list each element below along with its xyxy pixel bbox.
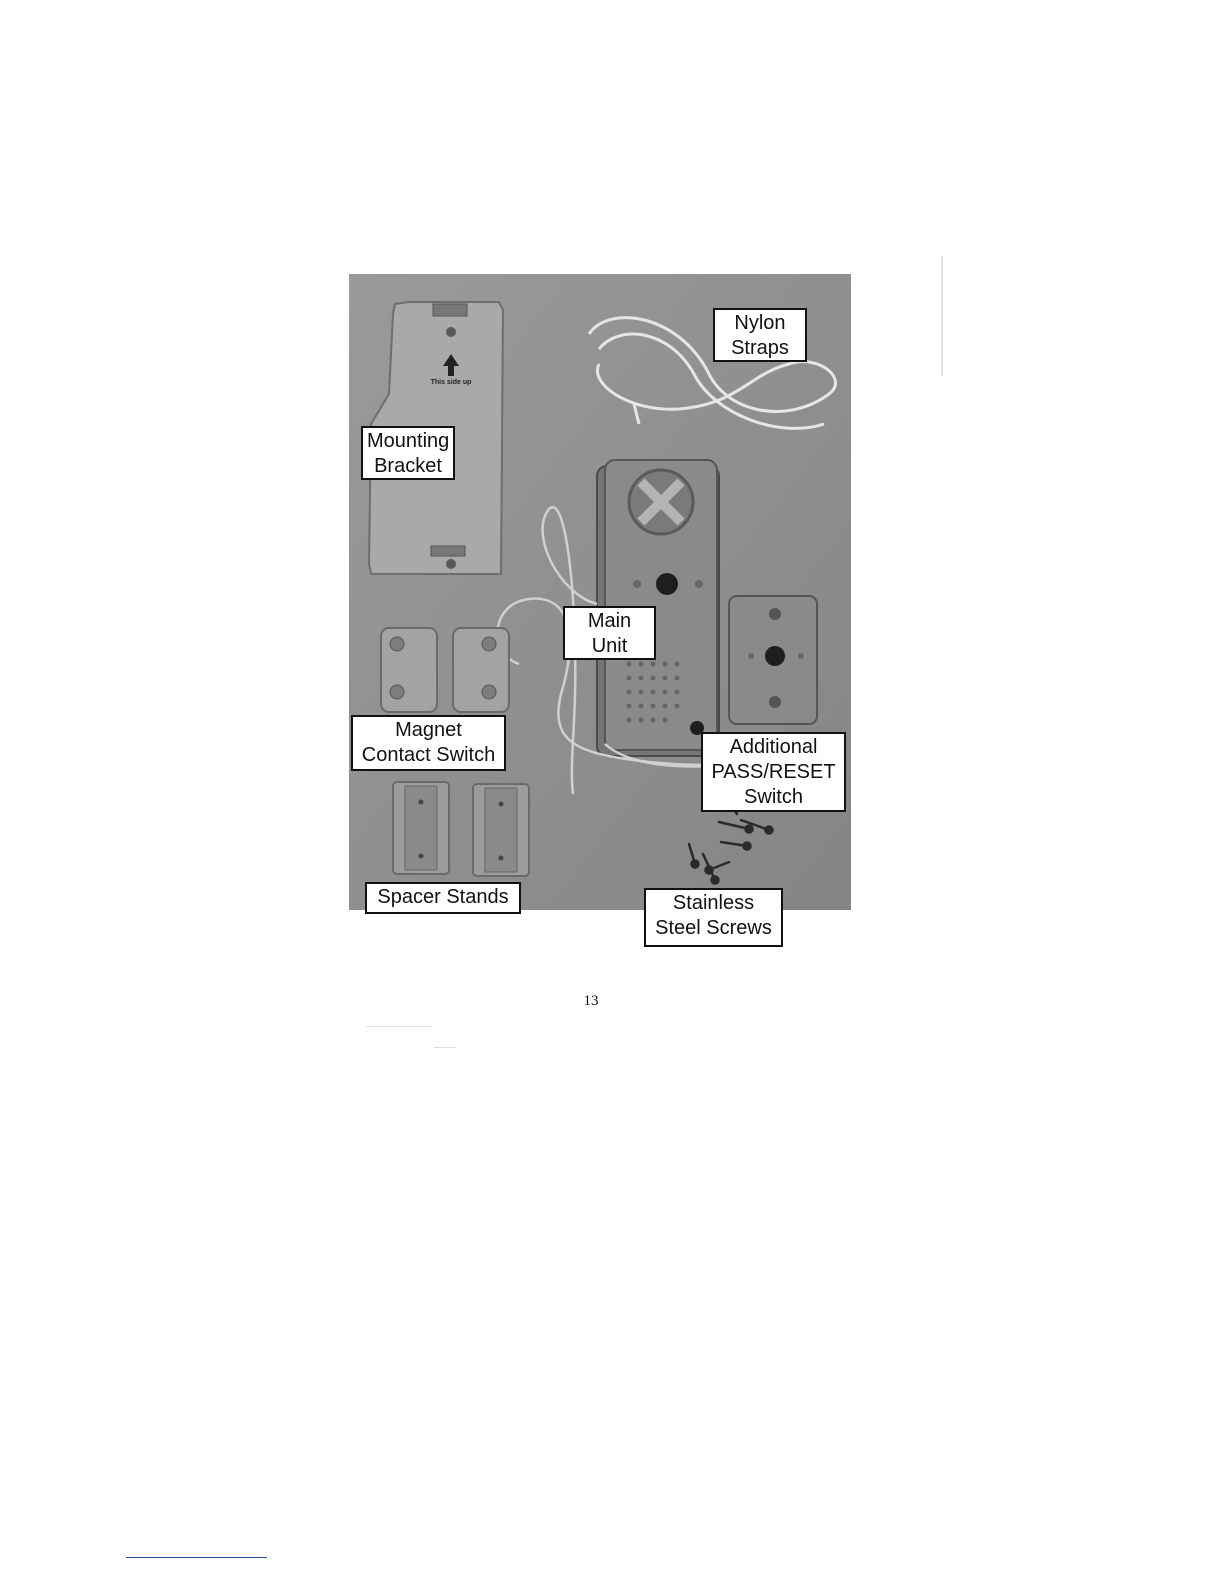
bracket-print: This side up [430,379,472,386]
page-number: 13 [583,993,599,1009]
label-spacer-stands: Spacer Stands [365,882,521,914]
parts-illustration [349,274,851,910]
label-magnet-contact-switch: Magnet Contact Switch [351,715,506,771]
pass-reset-switch [729,596,817,724]
product-parts-photo [349,274,851,910]
scan-edge-mark [941,256,943,376]
label-pass-reset-switch: Additional PASS/RESET Switch [701,732,846,812]
label-nylon-straps: Nylon Straps [713,308,807,362]
scan-artifact-line [366,1026,432,1027]
label-stainless-steel-screws: Stainless Steel Screws [644,888,783,947]
label-main-unit: Main Unit [563,606,656,660]
label-mounting-bracket: Mounting Bracket [361,426,455,480]
footnote-rule [126,1557,267,1558]
scan-artifact-line [434,1047,456,1048]
